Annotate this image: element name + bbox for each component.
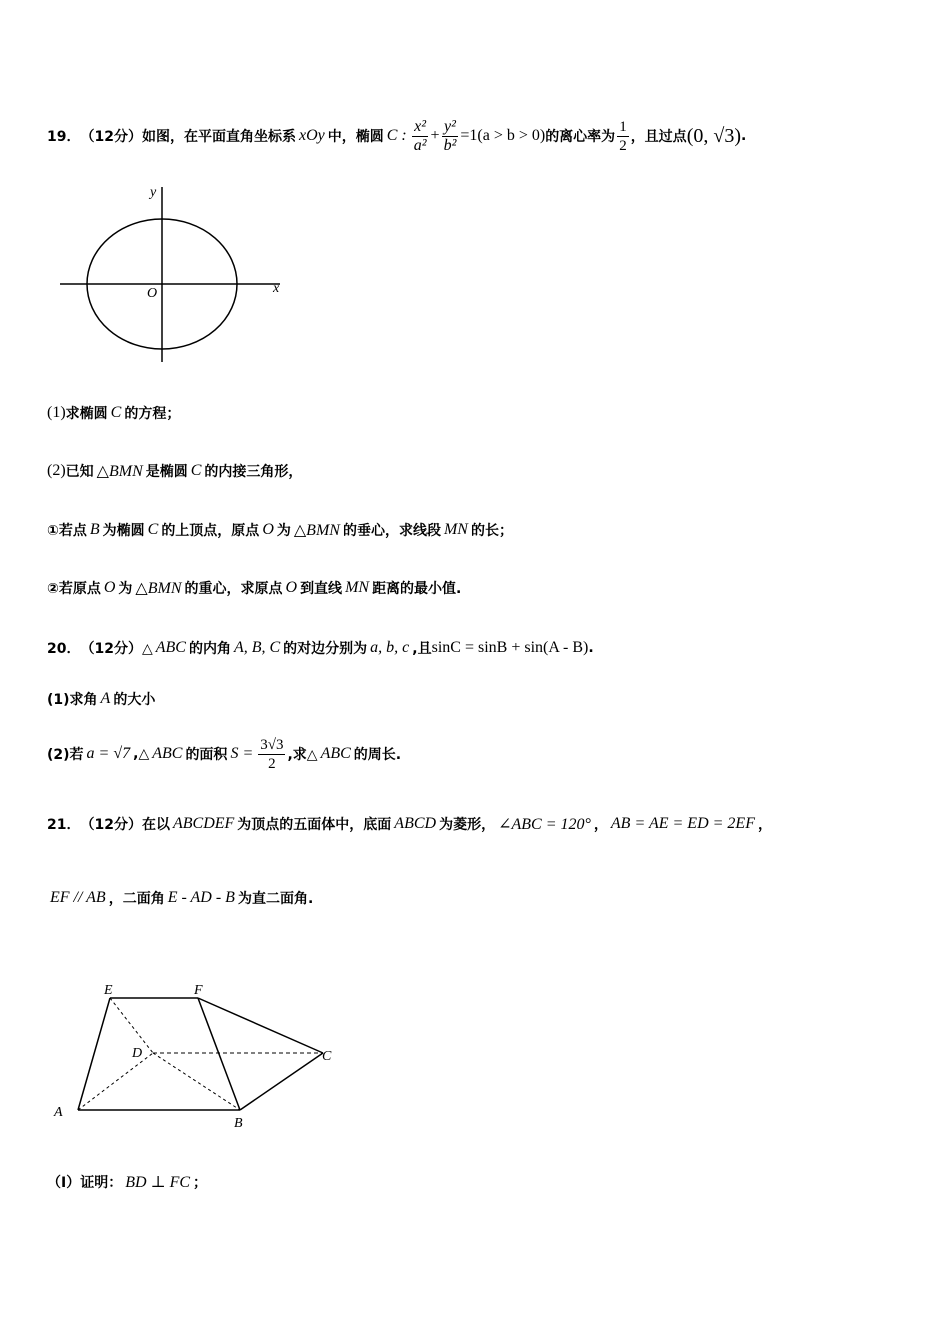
q19-header: 19． （12分） 如图，在平面直角坐标系 xOy 中，椭圆 C : $\frac{\text{x²}}{\text{a²}}$ + $\frac{\text{y²}}{\text{b²}}$ =1(a > b > 0) 的离心率为 $\frac{1}{2}$ ，且过点 (0, √3) .: [47, 117, 747, 154]
y-label: y: [150, 185, 157, 200]
var-B: B: [89, 521, 100, 538]
frac-y2-b2: $\frac{\text{y²}}{\text{b²}}$: [443, 117, 457, 154]
var-C: C: [147, 521, 159, 538]
q20-text: 的对边分别为: [283, 641, 368, 657]
var-O: O: [262, 521, 274, 538]
area-label: S =: [230, 745, 254, 762]
parallel-EF-AB: EF // AB: [50, 889, 106, 906]
q19-score: （12分）: [80, 129, 142, 145]
q21-line2: [47, 880, 313, 916]
eccentricity-frac: $\frac{1}{2}$: [619, 118, 627, 154]
side-a-value: a = √7: [86, 745, 131, 762]
part-text: ,△: [133, 746, 150, 762]
triangle-BMN: △BMN: [293, 522, 340, 539]
q21-text: 为直二面角.: [237, 891, 314, 907]
q19-part1: [47, 398, 180, 428]
sub-text: 的重心，求原点: [184, 581, 283, 597]
semicolon: ；: [193, 1175, 208, 1191]
q20-text: ,且: [412, 641, 432, 657]
period: .: [740, 128, 747, 144]
pentahedron-figure: [48, 980, 348, 1130]
angle-ABC: ∠ABC = 120°: [498, 816, 591, 833]
sub-text: 到直线: [300, 581, 343, 597]
part-text: 的内接三角形，: [204, 464, 303, 480]
sub-text: 的上顶点，原点: [161, 523, 260, 539]
sub-text: 的垂心，求线段: [342, 523, 441, 539]
coord-system: xOy: [298, 127, 325, 144]
var-O: O: [285, 579, 298, 596]
area-frac: $\frac{3√3}{2}$: [260, 736, 284, 772]
q19-text: 中，椭圆: [327, 129, 384, 145]
edge-AD: [78, 1053, 153, 1110]
part-text: 的大小: [113, 692, 156, 708]
var-A: A: [100, 690, 111, 707]
sub-text: 距离的最小值.: [372, 581, 462, 597]
label-A: A: [54, 1105, 63, 1120]
edge-BC: [240, 1053, 323, 1110]
comma: ，: [757, 817, 772, 833]
q21-text: ，二面角: [108, 891, 165, 907]
part-text: 的方程；: [124, 406, 181, 422]
base-ABCD: ABCD: [394, 815, 437, 832]
segment-MN: MN: [443, 521, 468, 538]
origin-label: O: [147, 286, 158, 301]
part-text: 是椭圆: [145, 464, 188, 480]
comma: ，: [593, 817, 608, 833]
part-text: 的周长.: [353, 747, 402, 763]
edge-AE: [78, 998, 110, 1110]
part-text: 已知: [65, 464, 94, 480]
q20-text: 的内角: [188, 641, 231, 657]
sub-text: 为: [276, 523, 291, 539]
ellipse-condition: =1(a > b > 0): [460, 127, 546, 144]
ellipse-figure: [55, 182, 295, 372]
q21-number: 21．: [47, 817, 81, 833]
var-C: C: [110, 404, 122, 421]
part-text: 的面积: [185, 747, 228, 763]
part-number: (1): [47, 404, 66, 421]
q20-header: [47, 630, 594, 666]
solid-ABCDEF: ABCDEF: [172, 815, 235, 832]
ellipse-label: C :: [386, 127, 407, 144]
var-O: O: [103, 579, 116, 596]
sine-equation: sinC = sinB + sin(A - B): [431, 639, 589, 656]
line-MN: MN: [345, 579, 370, 596]
q19-text: 的离心率为: [545, 129, 616, 145]
label-E: E: [104, 983, 113, 998]
edge-DB: [153, 1053, 240, 1110]
perpendicular-BD-FC: BD ⊥ FC: [125, 1174, 191, 1191]
q21-header: [47, 806, 772, 842]
q20-part2: [47, 730, 401, 778]
label-F: F: [194, 983, 203, 998]
q21-text: 为顶点的五面体中，底面: [237, 817, 392, 833]
part-text: (1)求角: [47, 692, 98, 708]
edge-ED: [110, 998, 153, 1053]
angles: A, B, C: [233, 639, 281, 656]
triangle-BMN: △BMN: [96, 463, 143, 480]
q19-sub2: [47, 570, 461, 606]
sub-text: ②若原点: [47, 581, 101, 597]
label-D: D: [132, 1046, 143, 1061]
part-text: 求椭圆: [65, 406, 108, 422]
edge-FB: [198, 998, 240, 1110]
x-label: x: [273, 281, 280, 296]
edge-FC: [198, 998, 323, 1053]
part-text: (2)若: [47, 747, 84, 763]
q19-text: ，且过点: [630, 129, 687, 145]
point: (0, √3): [686, 124, 741, 147]
q19-sub1: [47, 512, 513, 548]
q20-number: 20．: [47, 641, 81, 657]
dihedral-angle: E - AD - B: [167, 889, 235, 906]
sub-text: 为椭圆: [102, 523, 145, 539]
period: .: [588, 640, 594, 656]
sub-text: 为: [118, 581, 133, 597]
sub-text: ①若点: [47, 523, 87, 539]
sub-text: 的长；: [470, 523, 513, 539]
q20-part1: [47, 686, 155, 712]
sides: a, b, c: [370, 639, 410, 656]
triangle-BMN: △BMN: [135, 580, 182, 597]
q19-part2: [47, 456, 302, 486]
label-B: B: [234, 1116, 243, 1130]
triangle-ABC: ABC: [320, 745, 351, 762]
part-number: (2): [47, 462, 66, 479]
edge-equalities: AB = AE = ED = 2EF: [610, 815, 755, 832]
triangle-ABC: ABC: [155, 639, 186, 656]
q20-score: （12分）△: [80, 641, 153, 657]
q19-text: 如图，在平面直角坐标系: [141, 129, 296, 145]
part-text: （Ⅰ）证明：: [47, 1175, 123, 1191]
var-C: C: [190, 462, 202, 479]
q21-part1: [47, 1168, 207, 1196]
part-text: ,求△: [287, 747, 318, 763]
q21-score: （12分）在以: [80, 817, 170, 833]
q21-text: 为菱形，: [439, 817, 496, 833]
frac-x2-a2: $\frac{\text{x²}}{\text{a²}}$: [413, 117, 427, 154]
label-C: C: [322, 1049, 332, 1064]
q19-number: 19．: [47, 129, 81, 145]
triangle-ABC: ABC: [152, 745, 183, 762]
